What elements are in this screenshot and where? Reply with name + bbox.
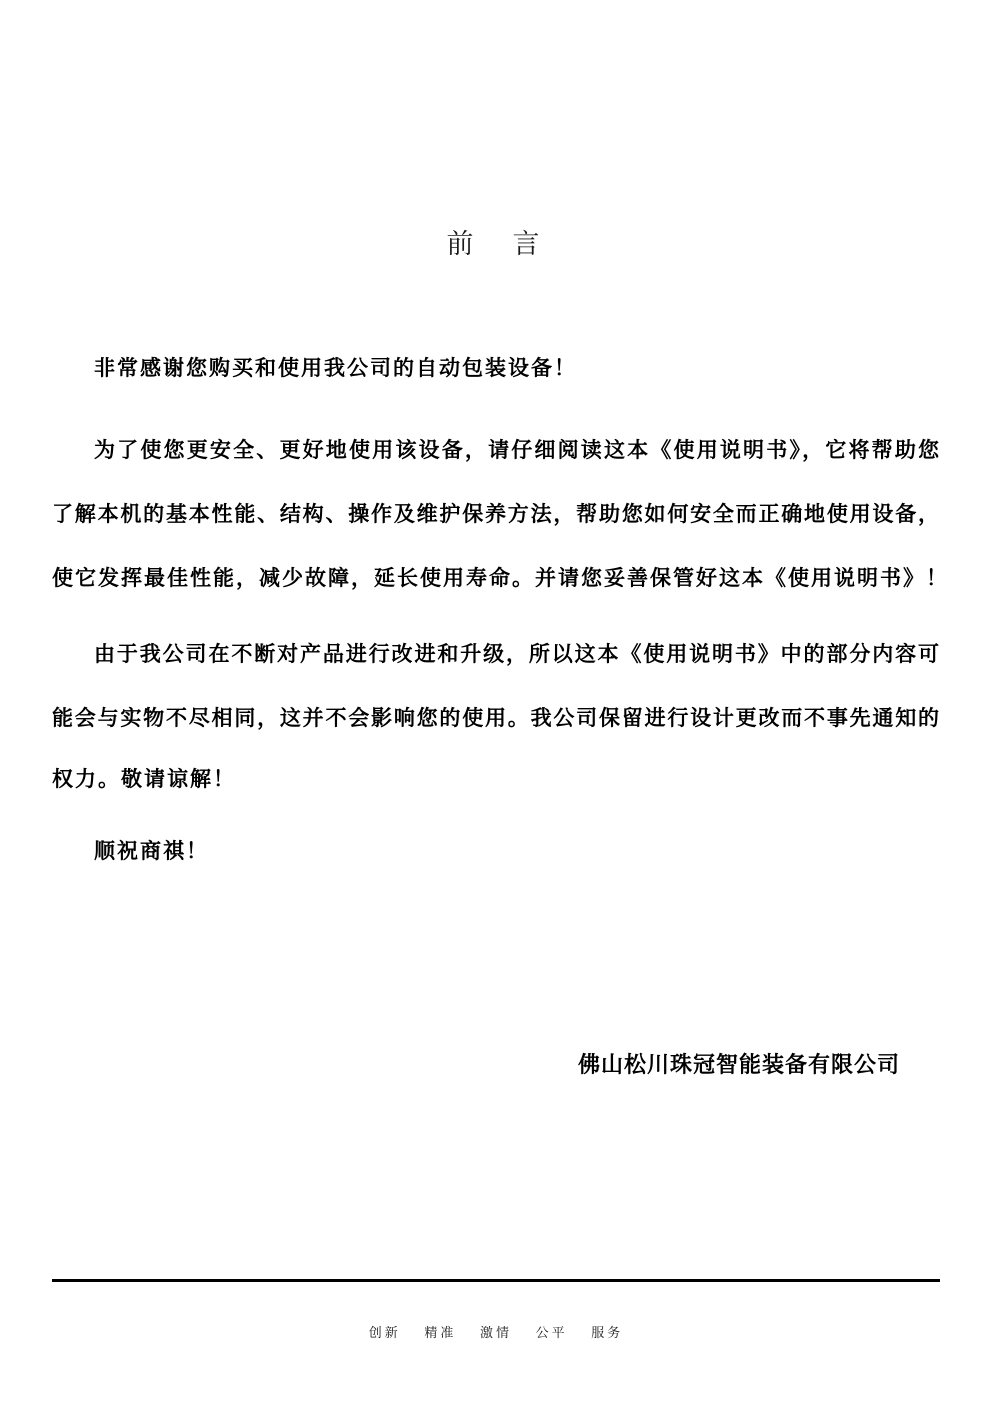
page-title: 前 言 — [446, 229, 546, 259]
paragraph-3-line-1: 由于我公司在不断对产品进行改进和升级，所以这本《使用说明书》中的部分内容可 — [94, 643, 940, 666]
paragraph-2-line-3: 使它发挥最佳性能，减少故障，延长使用寿命。并请您妥善保管好这本《使用说明书》！ — [52, 567, 949, 590]
paragraph-3-line-3: 权力。敬请谅解！ — [52, 768, 236, 791]
footer-motto — [0, 1322, 992, 1341]
paragraph-2-line-2: 了解本机的基本性能、结构、操作及维护保养方法，帮助您如何安全而正确地使用设备， — [52, 503, 940, 526]
footer-motto-word: 激情 — [479, 1325, 512, 1340]
footer-motto-word: 服务 — [591, 1325, 624, 1340]
footer-motto-word: 精准 — [424, 1325, 457, 1340]
footer-motto-word: 公平 — [535, 1325, 568, 1340]
paragraph-2-line-1: 为了使您更安全、更好地使用该设备，请仔细阅读这本《使用说明书》，它将帮助您 — [94, 439, 940, 462]
paragraph-4-line-1: 顺祝商祺！ — [94, 840, 209, 863]
paragraph-3-line-2: 能会与实物不尽相同，这并不会影响您的使用。我公司保留进行设计更改而不事先通知的 — [52, 707, 940, 730]
company-signature: 佛山松川珠冠智能装备有限公司 — [577, 1052, 900, 1077]
footer-divider — [52, 1279, 940, 1282]
paragraph-1-line-1: 非常感谢您购买和使用我公司的自动包装设备！ — [94, 357, 577, 380]
footer-motto-word: 创新 — [368, 1325, 401, 1340]
